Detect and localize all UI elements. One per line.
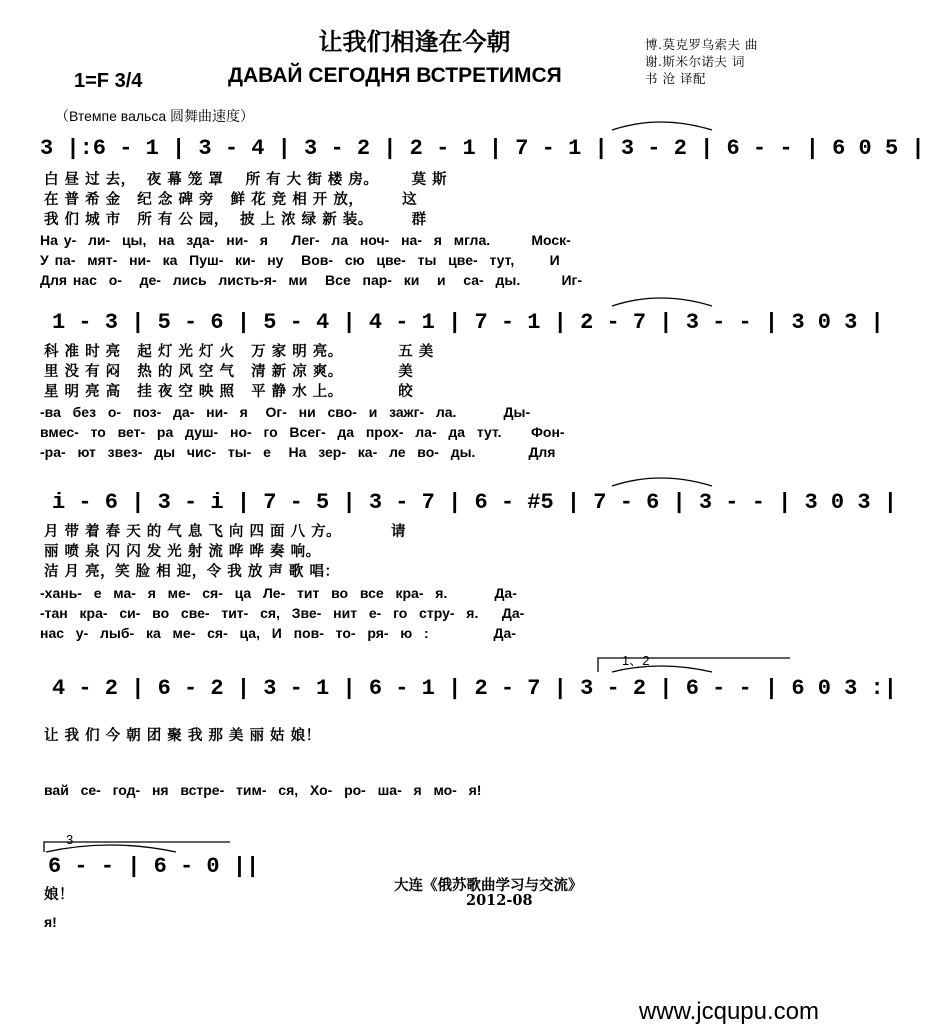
cn-lyric-3-verse-3: 洁 月 亮，笑 脸 相 迎，令 我 放 声 歌 唱： (44, 563, 395, 580)
cn-lyric-4: 让 我 们 今 朝 团 聚 我 那 美 丽 姑 娘！ (44, 727, 321, 744)
volta-bracket-1-2 (598, 658, 790, 672)
ru-lyric-2-verse-2: вмес- то вет- ра душ- но- го Всег- да прох- ла- да тут. Фон- (40, 424, 565, 440)
cn-lyric-2-verse-2: 里 没 有 闷 热 的 风 空 气 清 新 凉 爽。 美 (44, 363, 414, 380)
ru-lyric-4: вай се- год- ня встре- тим- ся, Хо- ро- ша- я мо- я! (44, 782, 482, 798)
slur-5 (46, 845, 176, 852)
cn-lyric-1-verse-1: 白 昼 过 去， 夜 幕 笼 罩 所 有 大 街 楼 房。 莫 斯 (44, 171, 448, 188)
slur-3 (612, 478, 712, 486)
translator-credit: 书 沧 译配 (645, 71, 706, 86)
key-signature: 1=F 3/4 (74, 70, 143, 92)
notation-line-2: 1 - 3 | 5 - 6 | 5 - 4 | 4 - 1 | 7 - 1 | 2 - 7 | 3 - - | 3 0 3 | (52, 310, 884, 335)
ru-lyric-2-verse-3: -ра- ют звез- ды чис- ты- е На зер- ка- ле во- ды. Для (40, 444, 556, 460)
song-title-chinese: 让我们相逢在今朝 (318, 27, 511, 56)
notation-line-4: 4 - 2 | 6 - 2 | 3 - 1 | 6 - 1 | 2 - 7 | 3 - 2 | 6 - - | 6 0 3 :| (52, 676, 897, 701)
ru-lyric-2-verse-1: -ва без о- поз- да- ни- я Ог- ни сво- и зажг- ла. Ды- (40, 404, 531, 420)
website-watermark[interactable]: www.jcqupu.com (638, 998, 819, 1025)
cn-lyric-2-verse-1: 科 准 时 亮 起 灯 光 灯 火 万 家 明 亮。 五 美 (44, 343, 434, 360)
ru-lyric-5: я! (44, 914, 57, 930)
slur-4 (612, 666, 712, 672)
ru-lyric-3-verse-2: -тан кра- си- во све- тит- ся, Зве- нит е- го стру- я. Да- (40, 605, 525, 621)
lyricist-credit: 谢.斯米尔诺夫 词 (645, 54, 745, 69)
cn-lyric-2-verse-3: 星 明 亮 高 挂 夜 空 映 照 平 静 水 上。 皎 (44, 383, 414, 400)
volta-label-3: 3 (66, 832, 74, 847)
notation-line-5: 6 - - | 6 - 0 || (48, 854, 260, 879)
slur-2 (612, 298, 712, 306)
source-date: 2012-08 (466, 892, 533, 909)
notation-line-3: i - 6 | 3 - i | 7 - 5 | 3 - 7 | 6 - #5 | 7 - 6 | 3 - - | 3 0 3 | (52, 490, 897, 515)
song-title-russian: ДАВАЙ СЕГОДНЯ ВСТРЕТИМСЯ (228, 64, 562, 87)
cn-lyric-3-verse-1: 月 带 着 春 天 的 气 息 飞 向 四 面 八 方。 请 (44, 523, 407, 540)
ru-lyric-3-verse-3: нас у- лыб- ка ме- ся- ца, И пов- то- ря- ю : Да- (40, 625, 516, 641)
notation-line-1: 3 |:6 - 1 | 3 - 4 | 3 - 2 | 2 - 1 | 7 - 1 | 3 - 2 | 6 - - | 6 0 5 | (40, 136, 925, 161)
cn-lyric-1-verse-3: 我 们 城 市 所 有 公 园， 披 上 浓 绿 新 装。 群 (44, 211, 427, 228)
cn-lyric-3-verse-2: 丽 喷 泉 闪 闪 发 光 射 流 哗 哗 奏 响。 (44, 543, 388, 560)
composer-credit: 博.莫克罗乌索夫 曲 (645, 37, 758, 52)
cn-lyric-5: 娘！ (44, 886, 74, 903)
source-credit: 大连《俄苏歌曲学习与交流》 (394, 877, 583, 894)
ru-lyric-1-verse-2: У па- мят- ни- ка Пуш- ки- ну Вов- сю цве- ты цве- тут, И (40, 252, 560, 268)
ru-lyric-3-verse-1: -хань- е ма- я ме- ся- ца Ле- тит во все кра- я. Да- (40, 585, 517, 601)
ru-lyric-1-verse-1: На у- ли- цы, на зда- ни- я Лег- ла ноч- на- я мгла. Моск- (40, 232, 571, 248)
ru-lyric-1-verse-3: Для нас о- де- лись листь-я- ми Все пар- ки и са- ды. Иг- (40, 272, 583, 288)
cn-lyric-1-verse-2: 在 普 希 金 纪 念 碑 旁 鲜 花 竞 相 开 放， 这 (44, 191, 418, 208)
slur-1 (612, 122, 712, 130)
volta-label-1-2: 1、2 (622, 653, 650, 668)
tempo-marking: （Втемпе вальса 圆舞曲速度） (55, 108, 255, 124)
